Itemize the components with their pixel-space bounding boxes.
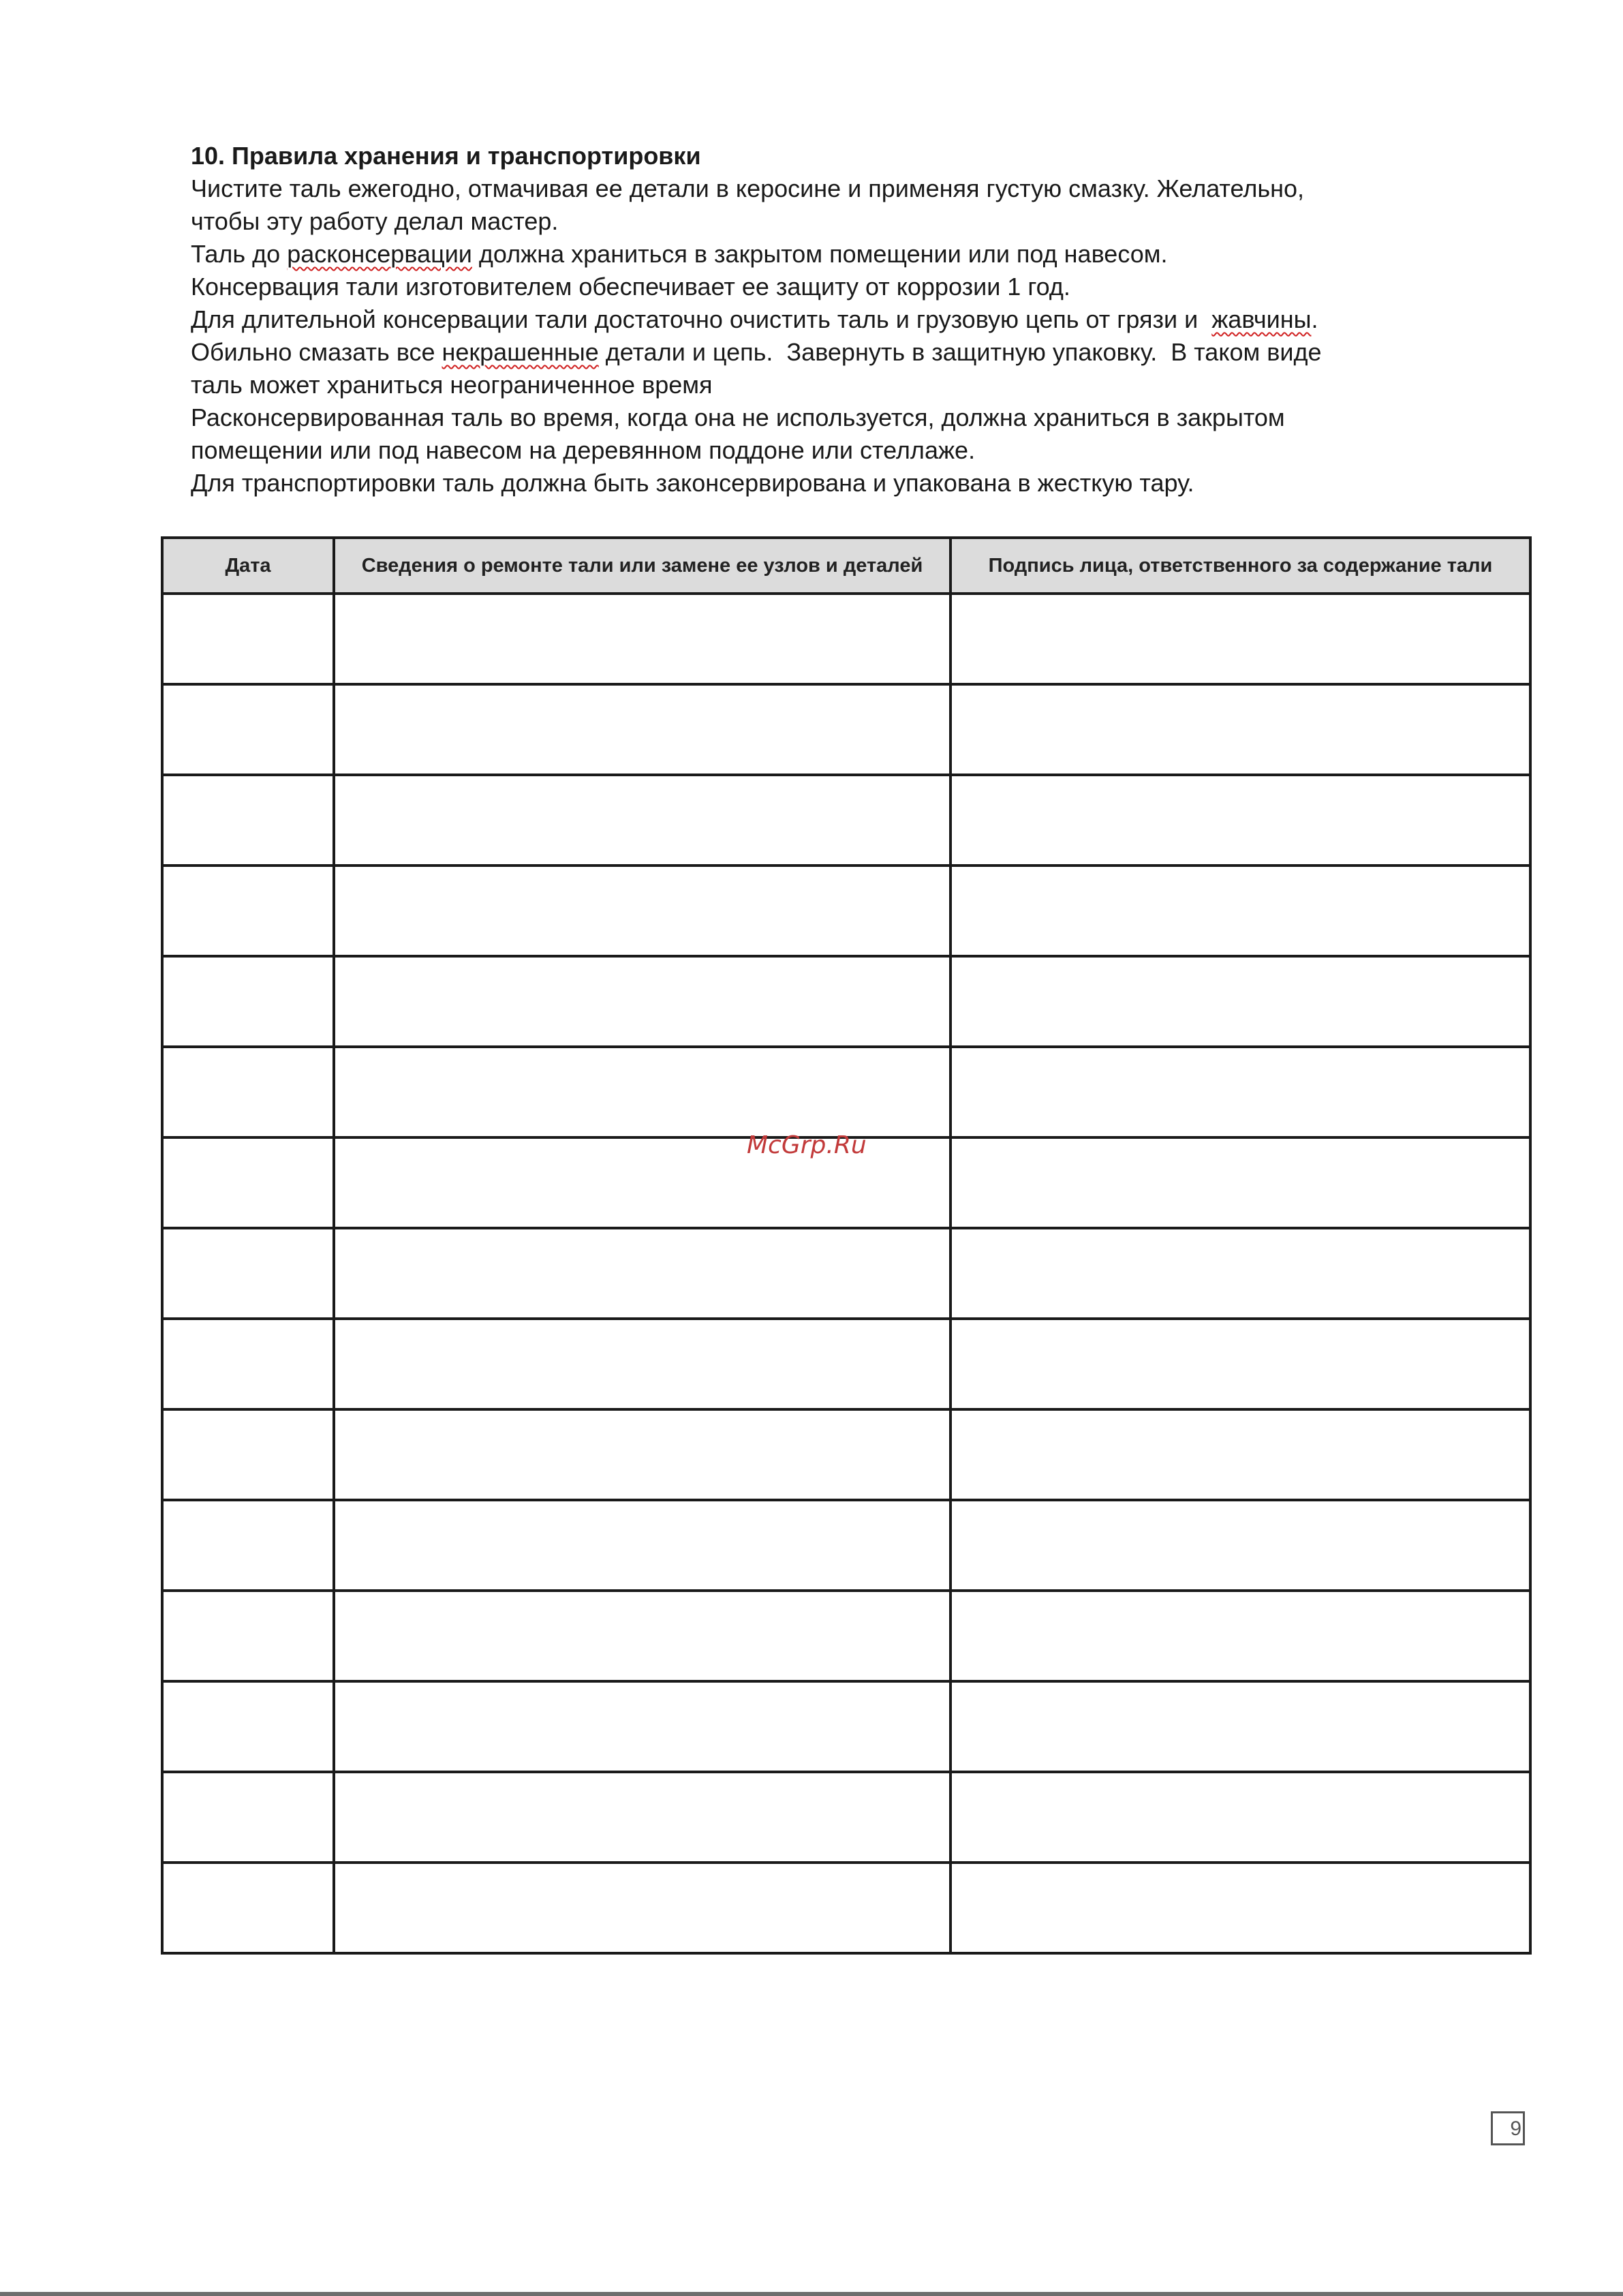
table-row: [162, 1863, 1530, 1953]
signature-cell: [950, 956, 1530, 1047]
paragraph-line: [191, 205, 1526, 238]
date-cell: [162, 775, 334, 866]
table-row: [162, 1409, 1530, 1500]
text-fragment: детали и цепь. Завернуть в защитную упаковку. В таком виде: [598, 338, 1322, 366]
page-number: 9: [1491, 2111, 1525, 2145]
repair-info-cell: [334, 1047, 950, 1137]
signature-cell: [950, 1137, 1530, 1228]
repair-info-cell: [334, 1409, 950, 1500]
table-row: [162, 775, 1530, 866]
date-cell: [162, 1319, 334, 1409]
text-fragment: Консервация тали изготовителем обеспечивает ее защиту от коррозии 1 год.: [191, 273, 1070, 301]
repair-info-cell: [334, 1863, 950, 1953]
text-fragment: Для длительной консервации тали достаточно очистить таль и грузовую цепь от грязи и: [191, 305, 1212, 333]
spellcheck-word: некрашенные: [442, 338, 599, 366]
date-cell: [162, 1500, 334, 1591]
paragraph-line: [191, 303, 1526, 336]
text-fragment: Таль до: [191, 240, 288, 268]
signature-cell: [950, 684, 1530, 775]
spellcheck-word: расконсервации: [287, 240, 472, 268]
table-row: [162, 1047, 1530, 1137]
table-row: [162, 594, 1530, 684]
signature-cell: [950, 1591, 1530, 1681]
text-fragment: чтобы эту работу делал мастер.: [191, 207, 559, 235]
repair-info-cell: [334, 866, 950, 956]
section-heading: 10. Правила хранения и транспортировки: [191, 142, 701, 170]
watermark: McGrp.Ru: [747, 1131, 867, 1159]
text-fragment: таль может храниться неограниченное время: [191, 371, 713, 399]
signature-cell: [950, 775, 1530, 866]
text-fragment: .: [1311, 305, 1318, 333]
date-cell: [162, 866, 334, 956]
date-cell: [162, 956, 334, 1047]
repair-log-table: [161, 536, 1532, 1955]
signature-cell: [950, 1500, 1530, 1591]
date-cell: [162, 1772, 334, 1863]
table-body: [162, 594, 1530, 1953]
text-fragment: Чистите таль ежегодно, отмачивая ее детали в керосине и применяя густую смазку. Желательно,: [191, 174, 1305, 202]
text-fragment: помещении или под навесом на деревянном поддоне или стеллаже.: [191, 436, 976, 464]
signature-cell: [950, 1863, 1530, 1953]
date-cell: [162, 1409, 334, 1500]
paragraph-line: [191, 369, 1526, 401]
header-date: Дата: [162, 538, 334, 594]
text-fragment: Обильно смазать все: [191, 338, 442, 366]
repair-info-cell: [334, 684, 950, 775]
paragraph-line: [191, 467, 1526, 500]
repair-info-cell: [334, 1681, 950, 1772]
signature-cell: [950, 1047, 1530, 1137]
repair-info-cell: [334, 594, 950, 684]
table-row: [162, 1228, 1530, 1319]
date-cell: [162, 594, 334, 684]
repair-info-cell: [334, 1500, 950, 1591]
repair-info-cell: [334, 1319, 950, 1409]
repair-info-cell: [334, 775, 950, 866]
date-cell: [162, 1137, 334, 1228]
date-cell: [162, 1591, 334, 1681]
signature-cell: [950, 1319, 1530, 1409]
text-fragment: Расконсервированная таль во время, когда она не используется, должна храниться в закрытом: [191, 403, 1285, 431]
bottom-edge-bar: [0, 2292, 1623, 2296]
spellcheck-word: жавчины: [1211, 305, 1312, 333]
signature-cell: [950, 866, 1530, 956]
date-cell: [162, 1228, 334, 1319]
repair-info-cell: [334, 1228, 950, 1319]
table-row: [162, 1681, 1530, 1772]
table-row: [162, 1772, 1530, 1863]
repair-info-cell: [334, 1591, 950, 1681]
header-responsible-signature: Подпись лица, ответственного за содержание тали: [950, 538, 1530, 594]
paragraph-line: [191, 271, 1526, 303]
table-header-row: [162, 538, 1530, 594]
paragraph-line: [191, 401, 1526, 434]
storage-rules-section: [191, 140, 1526, 500]
header-repair-info: Сведения о ремонте тали или замене ее узлов и деталей: [334, 538, 950, 594]
table-row: [162, 684, 1530, 775]
paragraph-line: [191, 336, 1526, 369]
paragraph-line: [191, 434, 1526, 467]
signature-cell: [950, 1681, 1530, 1772]
table-row: [162, 1319, 1530, 1409]
table-row: [162, 956, 1530, 1047]
table-row: [162, 1591, 1530, 1681]
paragraph-line: [191, 238, 1526, 271]
date-cell: [162, 1047, 334, 1137]
date-cell: [162, 684, 334, 775]
signature-cell: [950, 1409, 1530, 1500]
repair-info-cell: [334, 1772, 950, 1863]
table-row: [162, 1500, 1530, 1591]
table-row: [162, 866, 1530, 956]
paragraph-line: [191, 172, 1526, 205]
signature-cell: [950, 594, 1530, 684]
repair-info-cell: [334, 956, 950, 1047]
signature-cell: [950, 1772, 1530, 1863]
text-fragment: Для транспортировки таль должна быть законсервирована и упакована в жесткую тару.: [191, 469, 1194, 497]
date-cell: [162, 1863, 334, 1953]
text-fragment: должна храниться в закрытом помещении или под навесом.: [472, 240, 1168, 268]
date-cell: [162, 1681, 334, 1772]
signature-cell: [950, 1228, 1530, 1319]
